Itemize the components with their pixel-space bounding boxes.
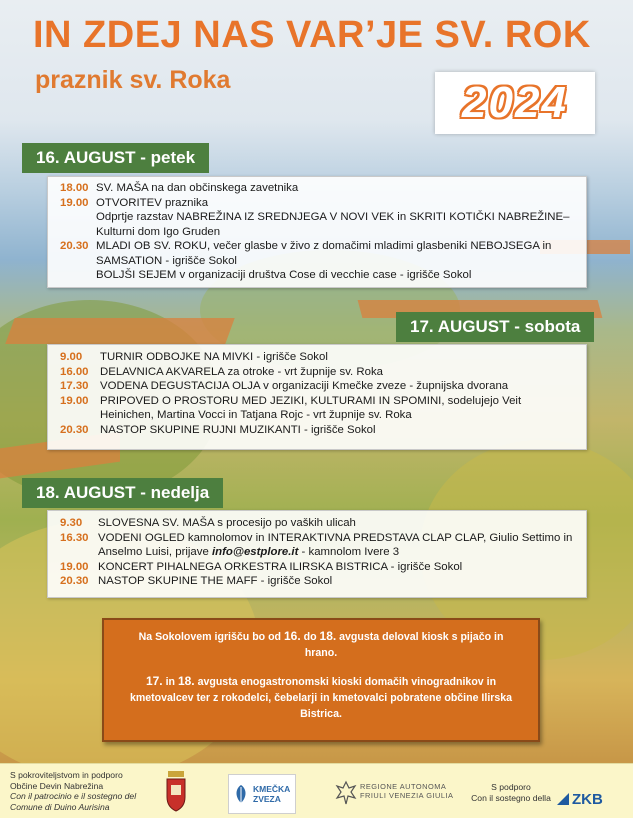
event-row bbox=[60, 365, 578, 380]
banner-paragraph-enogastro bbox=[122, 673, 520, 722]
day-heading-saturday: 17. AUGUST - sobota bbox=[396, 312, 594, 342]
banner-text: avgusta deloval kiosk s pijačo in hrano. bbox=[304, 631, 504, 659]
event-time: 17.30 bbox=[60, 380, 89, 392]
event-row bbox=[60, 531, 578, 560]
event-text-part: VODENI OGLED kamnolomov in INTERAKTIVNA PREDSTAVA CLAP CLAP, Giulio Settimo in Anselmo Luisi, prijave bbox=[98, 531, 573, 558]
zkb-logo bbox=[556, 789, 603, 809]
event-time: 16.00 bbox=[60, 365, 89, 378]
event-text-part: - kamnolom Ivere 3 bbox=[298, 546, 400, 558]
region-text bbox=[360, 782, 453, 800]
event-time: 20.30 bbox=[60, 423, 89, 436]
patronage-line: Comune di Duino Aurisina bbox=[10, 801, 110, 812]
patronage-line: Con il patrocinio e il sostegno del bbox=[10, 791, 137, 801]
patronage-line: Občine Devin Nabrežina bbox=[10, 780, 104, 791]
event-row bbox=[60, 574, 578, 589]
banner-spacer bbox=[122, 661, 520, 673]
event-text: OTVORITEV praznika bbox=[96, 196, 209, 209]
event-time: 19.00 bbox=[60, 560, 89, 573]
zkb-mark-icon bbox=[556, 792, 570, 806]
event-row bbox=[60, 196, 578, 211]
event-row bbox=[60, 516, 578, 531]
event-time: 9.00 bbox=[60, 351, 83, 363]
support-line: Con il sostegno della bbox=[471, 792, 551, 803]
event-time: 20.30 bbox=[60, 575, 89, 587]
event-row bbox=[60, 350, 578, 365]
day-heading-friday: 16. AUGUST - petek bbox=[22, 143, 209, 173]
event-text: PRIPOVED O PROSTORU MED JEZIKI, KULTURAMI IN SPOMINI, sodelujejo Veit Heinichen, Martina Vocci in Tatjana Rojc - vrt župnije sv. Roka bbox=[100, 394, 522, 421]
event-text: MLADI OB SV. ROKU, večer glasbe v živo z domačimi mladimi glasbeniki NEBOJSEGA in SAMSATION - igrišče Sokol bbox=[96, 240, 552, 267]
event-text: Odprtje razstav NABREŽINA IZ SREDNJEGA V NOVI VEK in SKRITI KOTIČKI NABREŽINE– Kulturni dom Igo Gruden bbox=[96, 211, 570, 238]
schedule-box-sunday bbox=[47, 510, 587, 598]
event-text: SLOVESNA SV. MAŠA s procesijo po vaških ulicah bbox=[98, 517, 356, 529]
event-row bbox=[60, 210, 578, 239]
poster-subtitle: praznik sv. Roka bbox=[35, 66, 231, 94]
patronage-line: S pokroviteljstvom in podporo bbox=[10, 770, 123, 780]
sponsor-footer bbox=[0, 763, 633, 818]
event-row bbox=[60, 268, 578, 283]
event-time: 9.30 bbox=[60, 517, 83, 529]
patronage-text bbox=[10, 770, 160, 812]
banner-date: 18. bbox=[177, 674, 195, 688]
event-row bbox=[60, 423, 578, 438]
year-label: 2024 bbox=[462, 78, 568, 127]
event-time: 18.00 bbox=[60, 182, 89, 194]
event-text: VODENA DEGUSTACIJA OLJA v organizaciji Kmečke zveze - župnijska dvorana bbox=[100, 380, 509, 392]
event-row bbox=[60, 181, 578, 196]
banner-date: 16. bbox=[283, 629, 301, 643]
event-row bbox=[60, 379, 578, 394]
event-text: BOLJŠI SEJEM v organizaciji društva Cose di vecchie case - igrišče Sokol bbox=[96, 269, 472, 281]
support-text bbox=[470, 782, 552, 803]
day-heading-sunday: 18. AUGUST - nedelja bbox=[22, 478, 223, 508]
zkb-text: ZKB bbox=[572, 790, 603, 808]
banner-date: 18. bbox=[319, 629, 337, 643]
event-time: 16.30 bbox=[60, 531, 89, 544]
banner-text: avgusta enogastronomski kioski domačih vinogradnikov in kmetovalcev ter z rokodelci, čebelarji in kmetovalci pobratene občine Ilirska Bistrica. bbox=[129, 676, 513, 720]
poster-title: IN ZDEJ NAS VAR’JE SV. ROK bbox=[33, 14, 591, 56]
registration-email-link[interactable]: info@estplore.it bbox=[211, 546, 299, 558]
event-time: 19.00 bbox=[60, 196, 89, 209]
event-text: NASTOP SKUPINE RUJNI MUZIKANTI - igrišče Sokol bbox=[100, 423, 376, 436]
region-line: REGIONE AUTONOMA bbox=[360, 782, 447, 791]
schedule-box-saturday bbox=[47, 344, 587, 450]
banner-text: do bbox=[300, 631, 320, 643]
municipality-crest-icon bbox=[165, 769, 187, 813]
event-text bbox=[98, 531, 578, 560]
event-text: DELAVNICA AKVARELA za otroke - vrt župnije sv. Roka bbox=[100, 365, 383, 378]
event-text: TURNIR ODBOJKE NA MIVKI - igrišče Sokol bbox=[100, 351, 328, 363]
banner-date: 17. bbox=[145, 674, 163, 688]
event-time bbox=[60, 210, 96, 239]
banner-text: Na Sokolovem igrišču bo od bbox=[138, 631, 284, 643]
event-row bbox=[60, 394, 578, 423]
kz-line: KMEČKA bbox=[253, 784, 291, 794]
banner-text: in bbox=[162, 676, 178, 688]
event-row bbox=[60, 239, 578, 268]
kz-line: ZVEZA bbox=[253, 794, 281, 804]
kmecka-zveza-logo bbox=[228, 774, 296, 814]
bg-roof bbox=[5, 318, 234, 344]
event-time: 20.30 bbox=[60, 240, 89, 252]
banner-paragraph-kiosk bbox=[122, 628, 520, 661]
leaf-icon bbox=[233, 783, 249, 805]
event-time: 19.00 bbox=[60, 394, 89, 407]
info-banner bbox=[102, 618, 540, 742]
event-text: SV. MAŠA na dan občinskega zavetnika bbox=[96, 182, 299, 194]
event-text: NASTOP SKUPINE THE MAFF - igrišče Sokol bbox=[98, 575, 333, 587]
eagle-icon bbox=[335, 780, 357, 806]
event-time bbox=[60, 268, 96, 283]
kmecka-zveza-text bbox=[253, 784, 290, 804]
support-line: S podporo bbox=[491, 782, 531, 792]
region-line: FRIULI VENEZIA GIULIA bbox=[360, 791, 454, 800]
year-box bbox=[435, 72, 595, 134]
event-row bbox=[60, 560, 578, 575]
event-text: KONCERT PIHALNEGA ORKESTRA ILIRSKA BISTRICA - igrišče Sokol bbox=[98, 560, 463, 573]
schedule-box-friday bbox=[47, 176, 587, 288]
